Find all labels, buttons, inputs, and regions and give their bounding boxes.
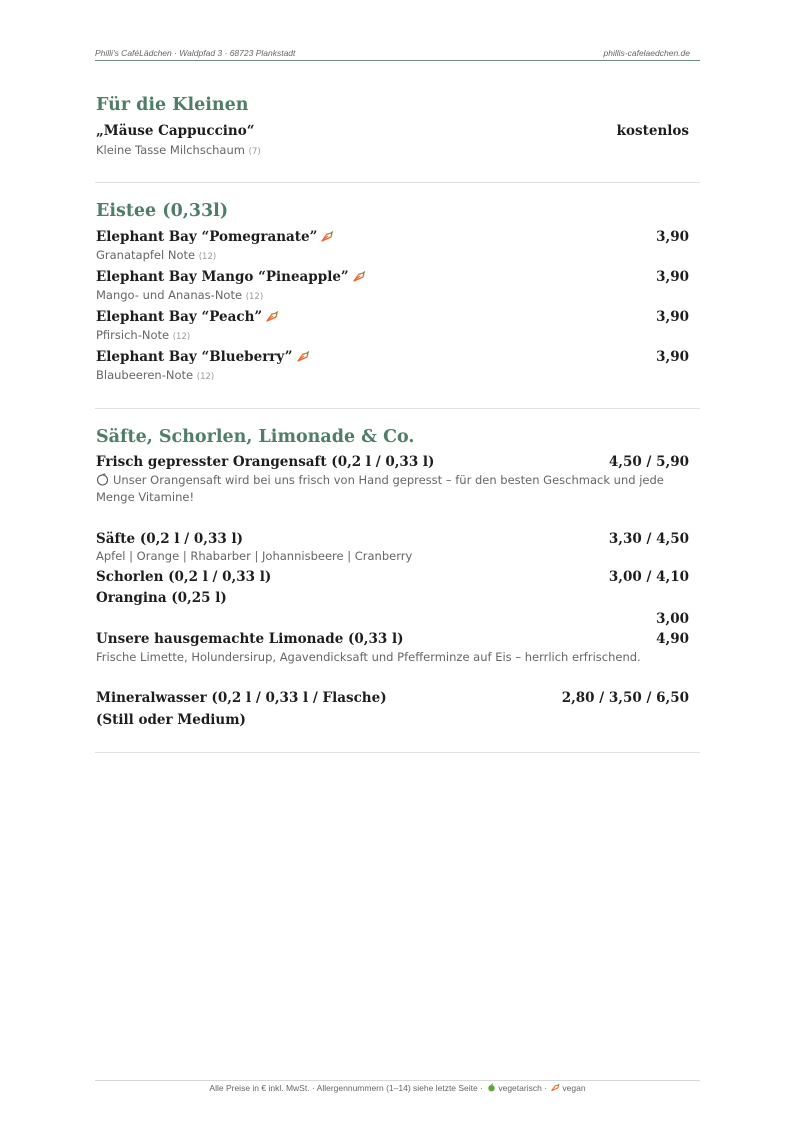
section-title: Eistee (0,33l) (96, 201, 229, 221)
item-price: 3,00 / 4,10 (608, 569, 689, 585)
item-description (96, 143, 261, 157)
footer-vegan-label: vegan (562, 1083, 586, 1093)
allergen-code: (12) (196, 372, 215, 382)
item-desc-text: Granatapfel Note (96, 248, 196, 262)
item-name: Säfte (0,2 l / 0,33 l) (96, 531, 243, 547)
footer-vegetarian-label: vegetarisch (498, 1083, 542, 1093)
page-footer (95, 1083, 700, 1093)
item-price: kostenlos (616, 123, 689, 139)
item-note: (Still oder Medium) (96, 712, 246, 728)
divider (95, 182, 700, 183)
item-description (96, 288, 263, 302)
item-price: 3,90 (656, 229, 689, 245)
item-desc-text: Unser Orangensaft wird bei uns frisch von Hand gepresst – für den besten Geschmack und jede Menge Vitamine! (96, 473, 664, 504)
item-description (96, 328, 190, 342)
item-name-text: Elephant Bay “Pomegranate” (96, 229, 318, 245)
item-price: 2,80 / 3,50 / 6,50 (561, 690, 689, 706)
item-name: Orangina (0,25 l) (96, 590, 227, 606)
header-website: phillis-cafelaedchen.de (603, 48, 690, 58)
item-price: 3,90 (656, 349, 689, 365)
item-name: Mineralwasser (0,2 l / 0,33 l / Flasche) (96, 690, 387, 706)
section-title: Für die Kleinen (96, 95, 249, 115)
vegan-icon (551, 1083, 560, 1092)
item-description: Apfel | Orange | Rhabarber | Johannisbeere | Cranberry (96, 549, 413, 563)
vegan-icon (353, 271, 366, 282)
item-name (96, 309, 279, 325)
item-desc-text: Pfirsich-Note (96, 328, 170, 342)
allergen-code: (12) (245, 292, 264, 302)
item-price: 3,30 / 4,50 (608, 531, 689, 547)
allergen-code: (12) (172, 332, 191, 342)
item-desc-text: Mango- und Ananas-Note (96, 288, 243, 302)
item-desc-text: Blaubeeren-Note (96, 368, 194, 382)
item-description (96, 472, 696, 506)
allergen-code: (12) (198, 252, 217, 262)
footer-rule (95, 1080, 700, 1081)
item-description (96, 248, 216, 262)
item-name (96, 349, 310, 365)
divider (95, 408, 700, 409)
section-title: Säfte, Schorlen, Limonade & Co. (96, 427, 415, 447)
item-price: 3,90 (656, 269, 689, 285)
item-name-text: Elephant Bay Mango “Pineapple” (96, 269, 349, 285)
allergen-code: (7) (248, 147, 261, 157)
header-address: Philli's CaféLädchen · Waldpfad 3 · 68723 Plankstadt (95, 48, 296, 58)
item-price: 3,00 (656, 611, 689, 627)
item-description: Frische Limette, Holundersirup, Agavendicksaft und Pfefferminze auf Eis – herrlich erfrischend. (96, 650, 641, 664)
vegan-icon (266, 311, 279, 322)
divider (95, 752, 700, 753)
item-name-text: Elephant Bay “Blueberry” (96, 349, 293, 365)
item-name (96, 229, 334, 245)
orange-icon (96, 473, 109, 486)
item-price: 3,90 (656, 309, 689, 325)
item-name: „Mäuse Cappuccino“ (96, 123, 255, 139)
vegan-icon (321, 231, 334, 242)
footer-text: Alle Preise in € inkl. MwSt. · Allergennummern (1–14) siehe letzte Seite · (209, 1083, 483, 1093)
item-description (96, 368, 214, 382)
item-price: 4,50 / 5,90 (608, 454, 689, 470)
item-name: Schorlen (0,2 l / 0,33 l) (96, 569, 272, 585)
vegetarian-icon (487, 1083, 496, 1092)
vegan-icon (297, 351, 310, 362)
item-name: Unsere hausgemachte Limonade (0,33 l) (96, 631, 404, 647)
item-name-text: Elephant Bay “Peach” (96, 309, 263, 325)
item-price: 4,90 (656, 631, 689, 647)
item-desc-text: Kleine Tasse Milchschaum (96, 143, 245, 157)
page-header (95, 47, 700, 61)
item-name (96, 269, 366, 285)
footer-separator: · (544, 1083, 548, 1093)
item-name: Frisch gepresster Orangensaft (0,2 l / 0,33 l) (96, 454, 435, 470)
